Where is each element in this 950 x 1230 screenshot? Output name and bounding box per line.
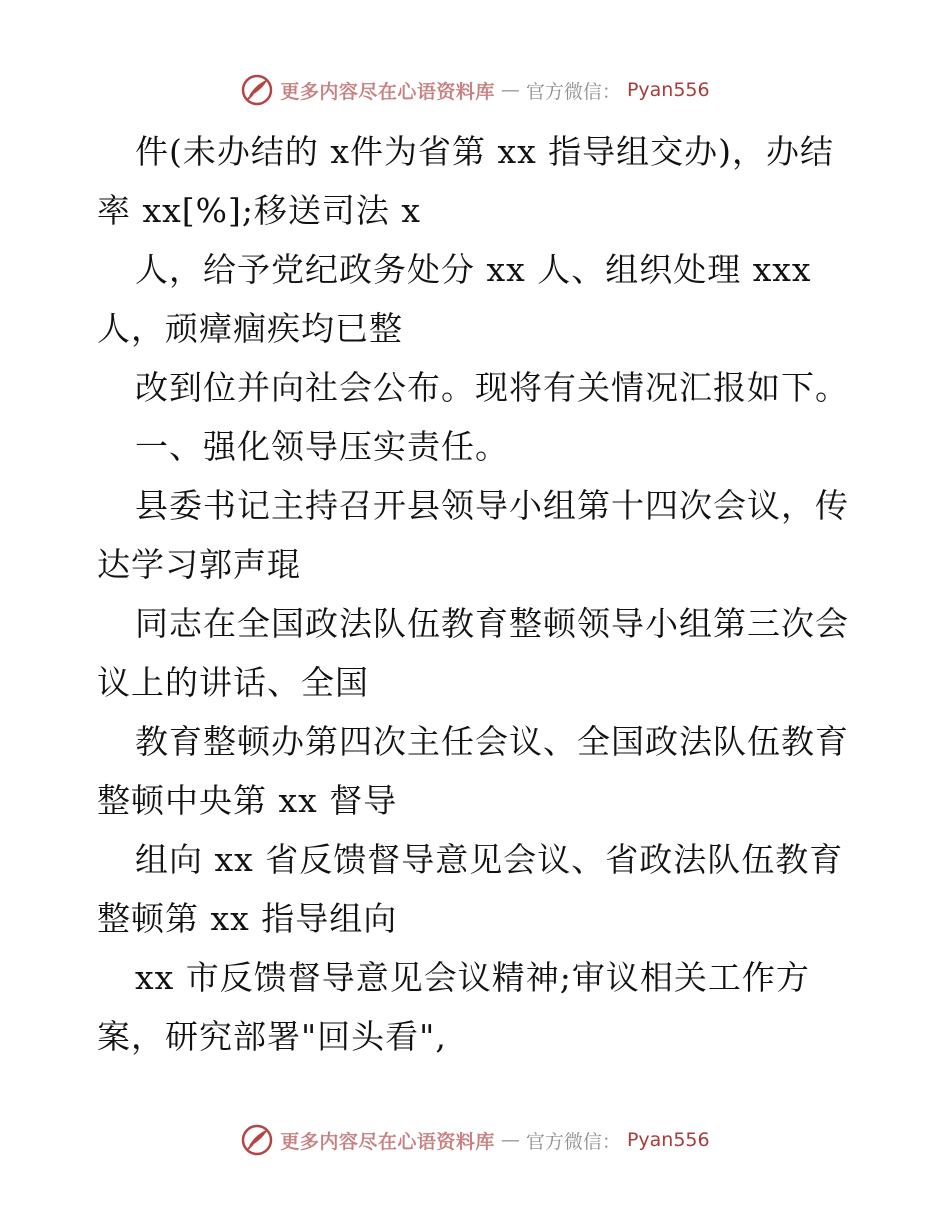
watermark-brand: 更多内容尽在心语资料库 [280,1130,495,1153]
paragraph: 组向 xx 省反馈督导意见会议、省政法队伍教育整顿第 xx 指导组向 [97,840,844,938]
paragraph: 件(未办结的 x件为省第 xx 指导组交办)，办结率 xx[%];移送司法 x [97,132,835,230]
watermark-contact-label: 官方微信： [525,1130,621,1153]
quill-logo-icon [240,1123,274,1157]
section-heading: 一、强化领导压实责任。 [135,427,509,466]
header-watermark [0,70,950,110]
watermark-contact-label: 官方微信： [525,80,621,103]
quill-logo-icon [240,73,274,107]
paragraph: xx 市反馈督导意见会议精神;审议相关工作方案，研究部署"回头看", [97,958,810,1056]
watermark-contact-id: Pyan556 [626,1129,710,1151]
paragraph: 同志在全国政法队伍教育整顿领导小组第三次会议上的讲话、全国 [97,604,849,702]
watermark-separator: — [500,1129,520,1151]
footer-watermark [0,1120,950,1160]
paragraph: 人，给予党纪政务处分 xx 人、组织处理 xxx 人，顽瘴痼疾均已整 [97,250,812,348]
paragraph: 教育整顿办第四次主任会议、全国政法队伍教育整顿中央第 xx 督导 [97,722,849,820]
watermark-contact-id: Pyan556 [626,79,710,101]
watermark-brand: 更多内容尽在心语资料库 [280,80,495,103]
paragraph: 县委书记主持召开县领导小组第十四次会议，传达学习郭声琨 [97,486,849,584]
watermark-separator: — [500,79,520,101]
paragraph: 改到位并向社会公布。现将有关情况汇报如下。 [135,368,849,407]
document-body [97,122,857,1066]
